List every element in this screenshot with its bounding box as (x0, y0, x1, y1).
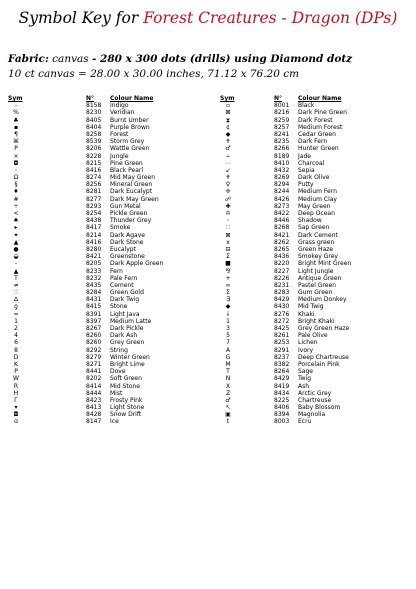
colour-name-cell: Wattle Green (110, 145, 150, 153)
number-cell: 8267 (86, 325, 102, 332)
number-cell: 8414 (86, 382, 102, 390)
number-cell: 8435 (86, 281, 102, 289)
canvas-size-line: 10 ct canvas = 28.00 x 30.00 inches, 71.12 x 76.20 cm (8, 68, 300, 80)
number-cell: 8274 (86, 174, 102, 182)
symbol-cell: Σ (226, 289, 230, 297)
number-cell: 8202 (86, 375, 102, 383)
colour-name-cell: Dark Forest (298, 116, 333, 124)
colour-name-cell: Bright Mint Green (298, 260, 352, 268)
symbol-cell: x (226, 238, 230, 246)
symbol-cell: ▣ (225, 411, 231, 419)
colour-name-cell: May Green (298, 202, 331, 210)
colour-name-cell: Magnolia (298, 411, 326, 419)
number-cell: 8444 (86, 389, 102, 397)
colour-name-cell: Gum Green (298, 289, 333, 297)
colour-name-cell: Greenstone (110, 253, 145, 261)
number-cell: 8260 (86, 339, 102, 347)
number-cell: 8291 (274, 346, 290, 354)
number-cell: 8261 (274, 332, 290, 340)
symbol-cell: ♦ (13, 188, 19, 196)
symbol-cell: ≠ (13, 281, 19, 289)
colour-name-cell: Medium Clay (298, 195, 337, 203)
symbol-cell: ☍ (224, 195, 232, 203)
symbol-cell: ⊠ (225, 109, 231, 117)
number-cell: 8397 (86, 317, 102, 325)
colour-name-cell: Medium Latte (110, 317, 152, 325)
number-cell: 8271 (86, 360, 102, 368)
number-cell: 8256 (86, 181, 102, 189)
colour-name-cell: Putty (298, 181, 314, 189)
colour-name-cell: Grey Green Haze (298, 325, 350, 332)
symbol-cell: ✦ (13, 231, 19, 239)
colour-name-cell: Fern (110, 267, 123, 275)
fabric-detail: canvas (52, 53, 89, 65)
number-cell: 8235 (274, 138, 290, 146)
fabric-spec: - 280 x 300 dots (drills) using Diamond dotz (92, 53, 353, 65)
colour-name-cell: Pickle Green (110, 210, 148, 217)
colour-name-cell: Dark May Green (110, 195, 159, 203)
symbol-cell: Σ (226, 253, 230, 261)
symbol-cell: ◆ (225, 130, 231, 138)
number-cell: 8434 (274, 389, 290, 397)
number-cell: 8258 (86, 130, 102, 138)
symbol-cell: 3 (226, 325, 230, 332)
colour-name-cell: Bright Lime (110, 360, 145, 368)
symbol-cell: ▸ (14, 224, 18, 232)
colour-name-cell: Chartreuse (298, 396, 332, 404)
symbol-cell: 5 (226, 332, 230, 340)
colour-name-cell: Gun Metal (110, 202, 141, 210)
colour-name-cell: Ash (298, 382, 310, 390)
header-sym: Sym (220, 95, 235, 102)
number-cell: 8425 (274, 325, 290, 332)
symbol-cell: M (225, 360, 231, 368)
number-cell: 8421 (86, 253, 102, 261)
symbol-cell: ▲ (13, 267, 19, 275)
number-cell: 8410 (274, 159, 290, 167)
colour-name-cell: Mineral Green (110, 181, 153, 189)
symbol-cell: ◆ (225, 303, 231, 311)
symbol-cell: ∞ (225, 281, 231, 289)
header-sym: Sym (8, 95, 23, 102)
number-cell: 8415 (86, 303, 102, 311)
symbol-cell: % (13, 109, 19, 117)
colour-name-cell: Winter Green (110, 353, 150, 361)
symbol-cell: ▪ (13, 123, 19, 131)
number-cell: 8280 (86, 245, 102, 253)
symbol-cell: Ω (13, 174, 19, 182)
colour-name-cell: Dark Stone (110, 238, 144, 246)
colour-name-cell: Deep Ocean (298, 210, 335, 217)
symbol-cell: ◒ (13, 253, 19, 261)
number-cell: 8158 (86, 102, 102, 110)
number-cell: 8413 (86, 404, 102, 412)
number-cell: 8421 (274, 231, 290, 239)
colour-name-cell: Dark Apple Green (110, 260, 164, 268)
number-cell: 8539 (86, 138, 102, 146)
colour-name-cell: Charcoal (298, 159, 325, 167)
number-cell: 8438 (86, 217, 102, 225)
colour-name-cell: Indigo (110, 102, 129, 110)
symbol-cell: 8 (14, 346, 18, 354)
symbol-cell: ◦ (226, 217, 230, 225)
number-cell: 8230 (86, 109, 102, 117)
symbol-cell: ↙ (225, 166, 231, 174)
number-cell: 8214 (86, 231, 102, 239)
symbol-cell: × (13, 152, 19, 160)
symbol-cell: ♣ (13, 116, 19, 124)
colour-name-cell: Mist (110, 389, 123, 397)
colour-name-cell: Stone (110, 303, 128, 311)
colour-name-cell: Cedar Green (298, 130, 336, 138)
number-cell: 8429 (274, 296, 290, 304)
symbol-cell: R (13, 382, 19, 390)
number-cell: 8284 (86, 289, 102, 297)
symbol-cell: + (225, 274, 231, 282)
symbol-cell: T (226, 368, 230, 376)
number-cell: 8441 (86, 368, 102, 376)
colour-name-cell: Shadow (298, 217, 322, 225)
colour-name-cell: Grey Green (110, 339, 145, 347)
number-cell: 8422 (274, 210, 290, 217)
symbol-cell: ≈ (13, 310, 19, 318)
colour-name-cell: Light Stone (110, 404, 145, 412)
symbol-cell: # (13, 195, 19, 203)
number-cell: 8277 (86, 195, 102, 203)
colour-name-cell: Pine Green (110, 159, 143, 167)
symbol-cell: X (225, 382, 231, 390)
colour-name-cell: Forest (110, 130, 129, 138)
header-num: N° (86, 95, 95, 102)
symbol-cell: ● (13, 245, 19, 253)
number-cell: 8423 (86, 396, 102, 404)
colour-name-cell: Antique Green (298, 274, 342, 282)
colour-name-cell: Snow Drift (110, 411, 142, 419)
symbol-cell: ⧗ (225, 116, 231, 124)
number-cell: 8406 (274, 404, 290, 412)
number-cell: 8382 (274, 360, 290, 368)
symbol-cell: ⅋ (225, 267, 231, 275)
colour-name-cell: Thunder Grey (110, 217, 152, 225)
number-cell: 8283 (274, 289, 290, 297)
symbol-cell: ⌘ (13, 138, 19, 146)
header-num: N° (274, 95, 283, 102)
number-cell: 8244 (274, 188, 290, 196)
number-cell: 8269 (274, 174, 290, 182)
number-cell: 8259 (274, 116, 290, 124)
symbol-cell: ✝ (225, 174, 231, 182)
number-cell: 8220 (274, 260, 290, 268)
colour-name-cell: Cement (110, 281, 134, 289)
number-cell: 8001 (274, 102, 290, 110)
number-cell: 8215 (86, 159, 102, 167)
symbol-cell: 2 (14, 325, 18, 332)
fabric-line (8, 53, 352, 65)
symbol-cell: T (14, 274, 18, 282)
symbol-cell: ∸ (225, 152, 231, 160)
title-prefix: Symbol Key for (18, 9, 139, 27)
symbol-cell: ◘ (13, 411, 19, 419)
symbol-cell: ↖ (225, 404, 231, 412)
colour-name-cell: Mid Stone (110, 382, 140, 390)
symbol-cell: ¶ (14, 130, 18, 138)
symbol-cell: ¢ (226, 123, 230, 131)
symbol-cell: ÷ (13, 202, 19, 210)
colour-name-cell: Dark Cement (298, 231, 338, 239)
symbol-cell: ◦ (14, 166, 18, 174)
colour-name-cell: Pale Olive (298, 332, 328, 340)
symbol-cell: A (225, 346, 231, 354)
number-cell: 8432 (274, 166, 290, 174)
colour-name-cell: Bright Khaki (298, 317, 335, 325)
colour-name-cell: Baby Blossom (298, 404, 341, 412)
number-cell: 8430 (274, 303, 290, 311)
number-cell: 8253 (274, 339, 290, 347)
number-cell: 8266 (274, 145, 290, 153)
symbol-cell: ƍ (14, 303, 18, 311)
colour-name-cell: Dark Pine Green (298, 109, 347, 117)
number-cell: 8279 (86, 353, 102, 361)
number-cell: 8294 (274, 181, 290, 189)
header-colour-name: Colour Name (110, 95, 154, 102)
colour-name-cell: Medium Forest (298, 123, 343, 131)
symbol-cell: < (13, 210, 19, 217)
colour-name-cell: Dark Pickle (110, 325, 144, 332)
symbol-cell: ✝ (225, 138, 231, 146)
colour-name-cell: Sage (298, 368, 313, 376)
colour-name-cell: Dark Twig (110, 296, 140, 304)
colour-name-cell: Burnt Umber (110, 116, 149, 124)
symbol-cell: ■ (225, 260, 231, 268)
number-cell: 8227 (274, 267, 290, 275)
number-cell: 8436 (274, 253, 290, 261)
symbol-cell: ∃ (226, 296, 230, 304)
colour-name-cell: String (110, 346, 128, 354)
colour-name-cell: Khaki (298, 310, 315, 318)
number-cell: 8231 (274, 281, 290, 289)
number-cell: 8262 (274, 238, 290, 246)
colour-name-cell: Smoke (110, 224, 131, 232)
colour-name-cell: Pale Fern (110, 274, 138, 282)
symbol-cell: ⊠ (225, 231, 231, 239)
number-cell: 8281 (86, 188, 102, 196)
symbol-cell: N (225, 375, 231, 383)
symbol-cell: - (14, 102, 18, 110)
symbol-cell: ▾ (14, 404, 18, 412)
colour-name-cell: Green Gold (110, 289, 144, 297)
colour-name-cell: Soft Green (110, 375, 142, 383)
symbol-cell: 4 (14, 332, 18, 340)
symbol-cell: t (226, 418, 230, 426)
colour-name-cell: Storm Grey (110, 138, 145, 146)
colour-name-cell: Mid Twig (298, 303, 324, 311)
colour-name-cell: Dark Olive (298, 174, 330, 182)
number-cell: 8241 (274, 130, 290, 138)
number-cell: 8257 (274, 123, 290, 131)
colour-name-cell: Dark Ash (110, 332, 138, 340)
symbol-cell: ⊟ (225, 245, 231, 253)
colour-name-cell: Medium Donkey (298, 296, 347, 304)
colour-name-cell: Lichen (298, 339, 318, 347)
symbol-cell: ◘ (13, 159, 19, 167)
symbol-cell: ▫ (225, 102, 231, 110)
colour-name-cell: Mid May Green (110, 174, 156, 182)
colour-name-cell: Dark Agave (110, 231, 145, 239)
symbol-cell: § (14, 181, 18, 189)
number-cell: 8426 (274, 195, 290, 203)
symbol-cell: 7 (226, 339, 230, 347)
colour-name-cell: Deep Chartreuse (298, 353, 349, 361)
colour-name-cell: Dark Fern (298, 138, 328, 146)
colour-name-cell: Veridian (110, 109, 135, 117)
colour-name-cell: Light Jungle (298, 267, 334, 275)
number-cell: 8206 (86, 145, 102, 153)
colour-name-cell: Light Java (110, 310, 140, 318)
number-cell: 8268 (274, 224, 290, 232)
number-cell: 8428 (86, 411, 102, 419)
number-cell: 8419 (274, 382, 290, 390)
symbol-cell: ✚ (225, 202, 231, 210)
number-cell: 8265 (274, 245, 290, 253)
page-title (0, 9, 416, 27)
number-cell: 8237 (274, 353, 290, 361)
number-cell: 8431 (86, 296, 102, 304)
symbol-cell: ɨ (227, 310, 229, 318)
symbol-cell: ♀ (225, 181, 231, 189)
number-cell: 8273 (274, 202, 290, 210)
number-cell: 8216 (274, 109, 290, 117)
number-cell: 8405 (86, 116, 102, 124)
symbol-cell: ♠ (13, 217, 19, 225)
symbol-cell: ɑ (14, 418, 18, 426)
colour-name-cell: Jungle (110, 152, 129, 160)
number-cell: 8292 (86, 346, 102, 354)
number-cell: 8276 (274, 310, 290, 318)
symbol-cell: P (14, 368, 18, 376)
colour-name-cell: Arctic Grey (298, 389, 332, 397)
symbol-cell: 1 (14, 317, 18, 325)
symbol-cell: ⋯ (225, 159, 231, 167)
number-cell: 8189 (274, 152, 290, 160)
colour-name-cell: Sepia (298, 166, 315, 174)
colour-name-cell: Green Haze (298, 245, 334, 253)
colour-name-cell: Medium Fern (298, 188, 337, 196)
symbol-cell: ♡ (13, 289, 19, 297)
colour-name-cell: Eucalypt (110, 245, 136, 253)
number-cell: 8205 (86, 260, 102, 268)
number-cell: 8232 (86, 274, 102, 282)
colour-name-cell: Frosty Pink (110, 396, 143, 404)
colour-name-cell: Jade (298, 152, 311, 160)
colour-name-cell: Black (298, 102, 315, 110)
number-cell: 8003 (274, 418, 290, 426)
number-cell: 8446 (274, 217, 290, 225)
symbol-cell: ▲ (13, 238, 19, 246)
number-cell: 8233 (86, 267, 102, 275)
colour-name-cell: Dark Eucalypt (110, 188, 153, 196)
symbol-cell: - (14, 260, 18, 268)
colour-name-cell: Hunter Green (298, 145, 339, 153)
symbol-cell: D (13, 353, 19, 361)
number-cell: 8264 (274, 368, 290, 376)
colour-name-cell: Dove (110, 368, 126, 376)
number-cell: 8228 (86, 152, 102, 160)
colour-name-cell: Ice (110, 418, 119, 426)
symbol-cell: ∷ (226, 224, 230, 232)
symbol-cell: ∆ (13, 296, 18, 304)
number-cell: 8417 (86, 224, 102, 232)
symbol-cell: K (14, 360, 18, 368)
symbol-cell: 6 (14, 339, 18, 347)
number-cell: 8416 (86, 238, 102, 246)
symbol-cell: H (13, 389, 19, 397)
number-cell: 8226 (274, 274, 290, 282)
number-cell: 8391 (86, 310, 102, 318)
colour-name-cell: Smokey Grey (298, 253, 338, 261)
number-cell: 8293 (86, 202, 102, 210)
colour-name-cell: Ivory (298, 346, 314, 354)
number-cell: 8394 (274, 411, 290, 419)
colour-name-cell: Grass green (298, 238, 335, 246)
number-cell: 8147 (86, 418, 102, 426)
symbol-cell: ✢ (225, 188, 231, 196)
symbol-cell: W (13, 375, 19, 383)
symbol-cell: ♔ (225, 210, 231, 217)
number-cell: 8272 (274, 317, 290, 325)
fabric-label: Fabric: (8, 53, 49, 65)
colour-name-cell: Porcelain Pink (298, 360, 340, 368)
colour-name-cell: Ecru (298, 418, 312, 426)
symbol-cell: ♂ (225, 396, 231, 404)
number-cell: 8225 (274, 396, 290, 404)
symbol-cell: G (225, 353, 231, 361)
number-cell: 8254 (86, 210, 102, 217)
colour-name-cell: Sap Green (298, 224, 330, 232)
colour-name-cell: Black Pearl (110, 166, 144, 174)
symbol-cell: ♂ (225, 145, 231, 153)
symbol-cell: P (14, 145, 18, 153)
symbol-cell: 1 (226, 317, 230, 325)
colour-name-cell: Twig (298, 375, 312, 383)
colour-name-cell: Pastel Green (298, 281, 336, 289)
number-cell: 8429 (274, 375, 290, 383)
header-colour-name: Colour Name (298, 95, 342, 102)
number-cell: 8416 (86, 166, 102, 174)
colour-name-cell: Purple Brown (110, 123, 150, 131)
number-cell: 8404 (86, 123, 102, 131)
symbol-cell: Z (225, 389, 231, 397)
symbol-cell: Г (14, 396, 18, 404)
number-cell: 8260 (86, 332, 102, 340)
title-design-name: Forest Creatures - Dragon (DPs) (143, 9, 398, 27)
